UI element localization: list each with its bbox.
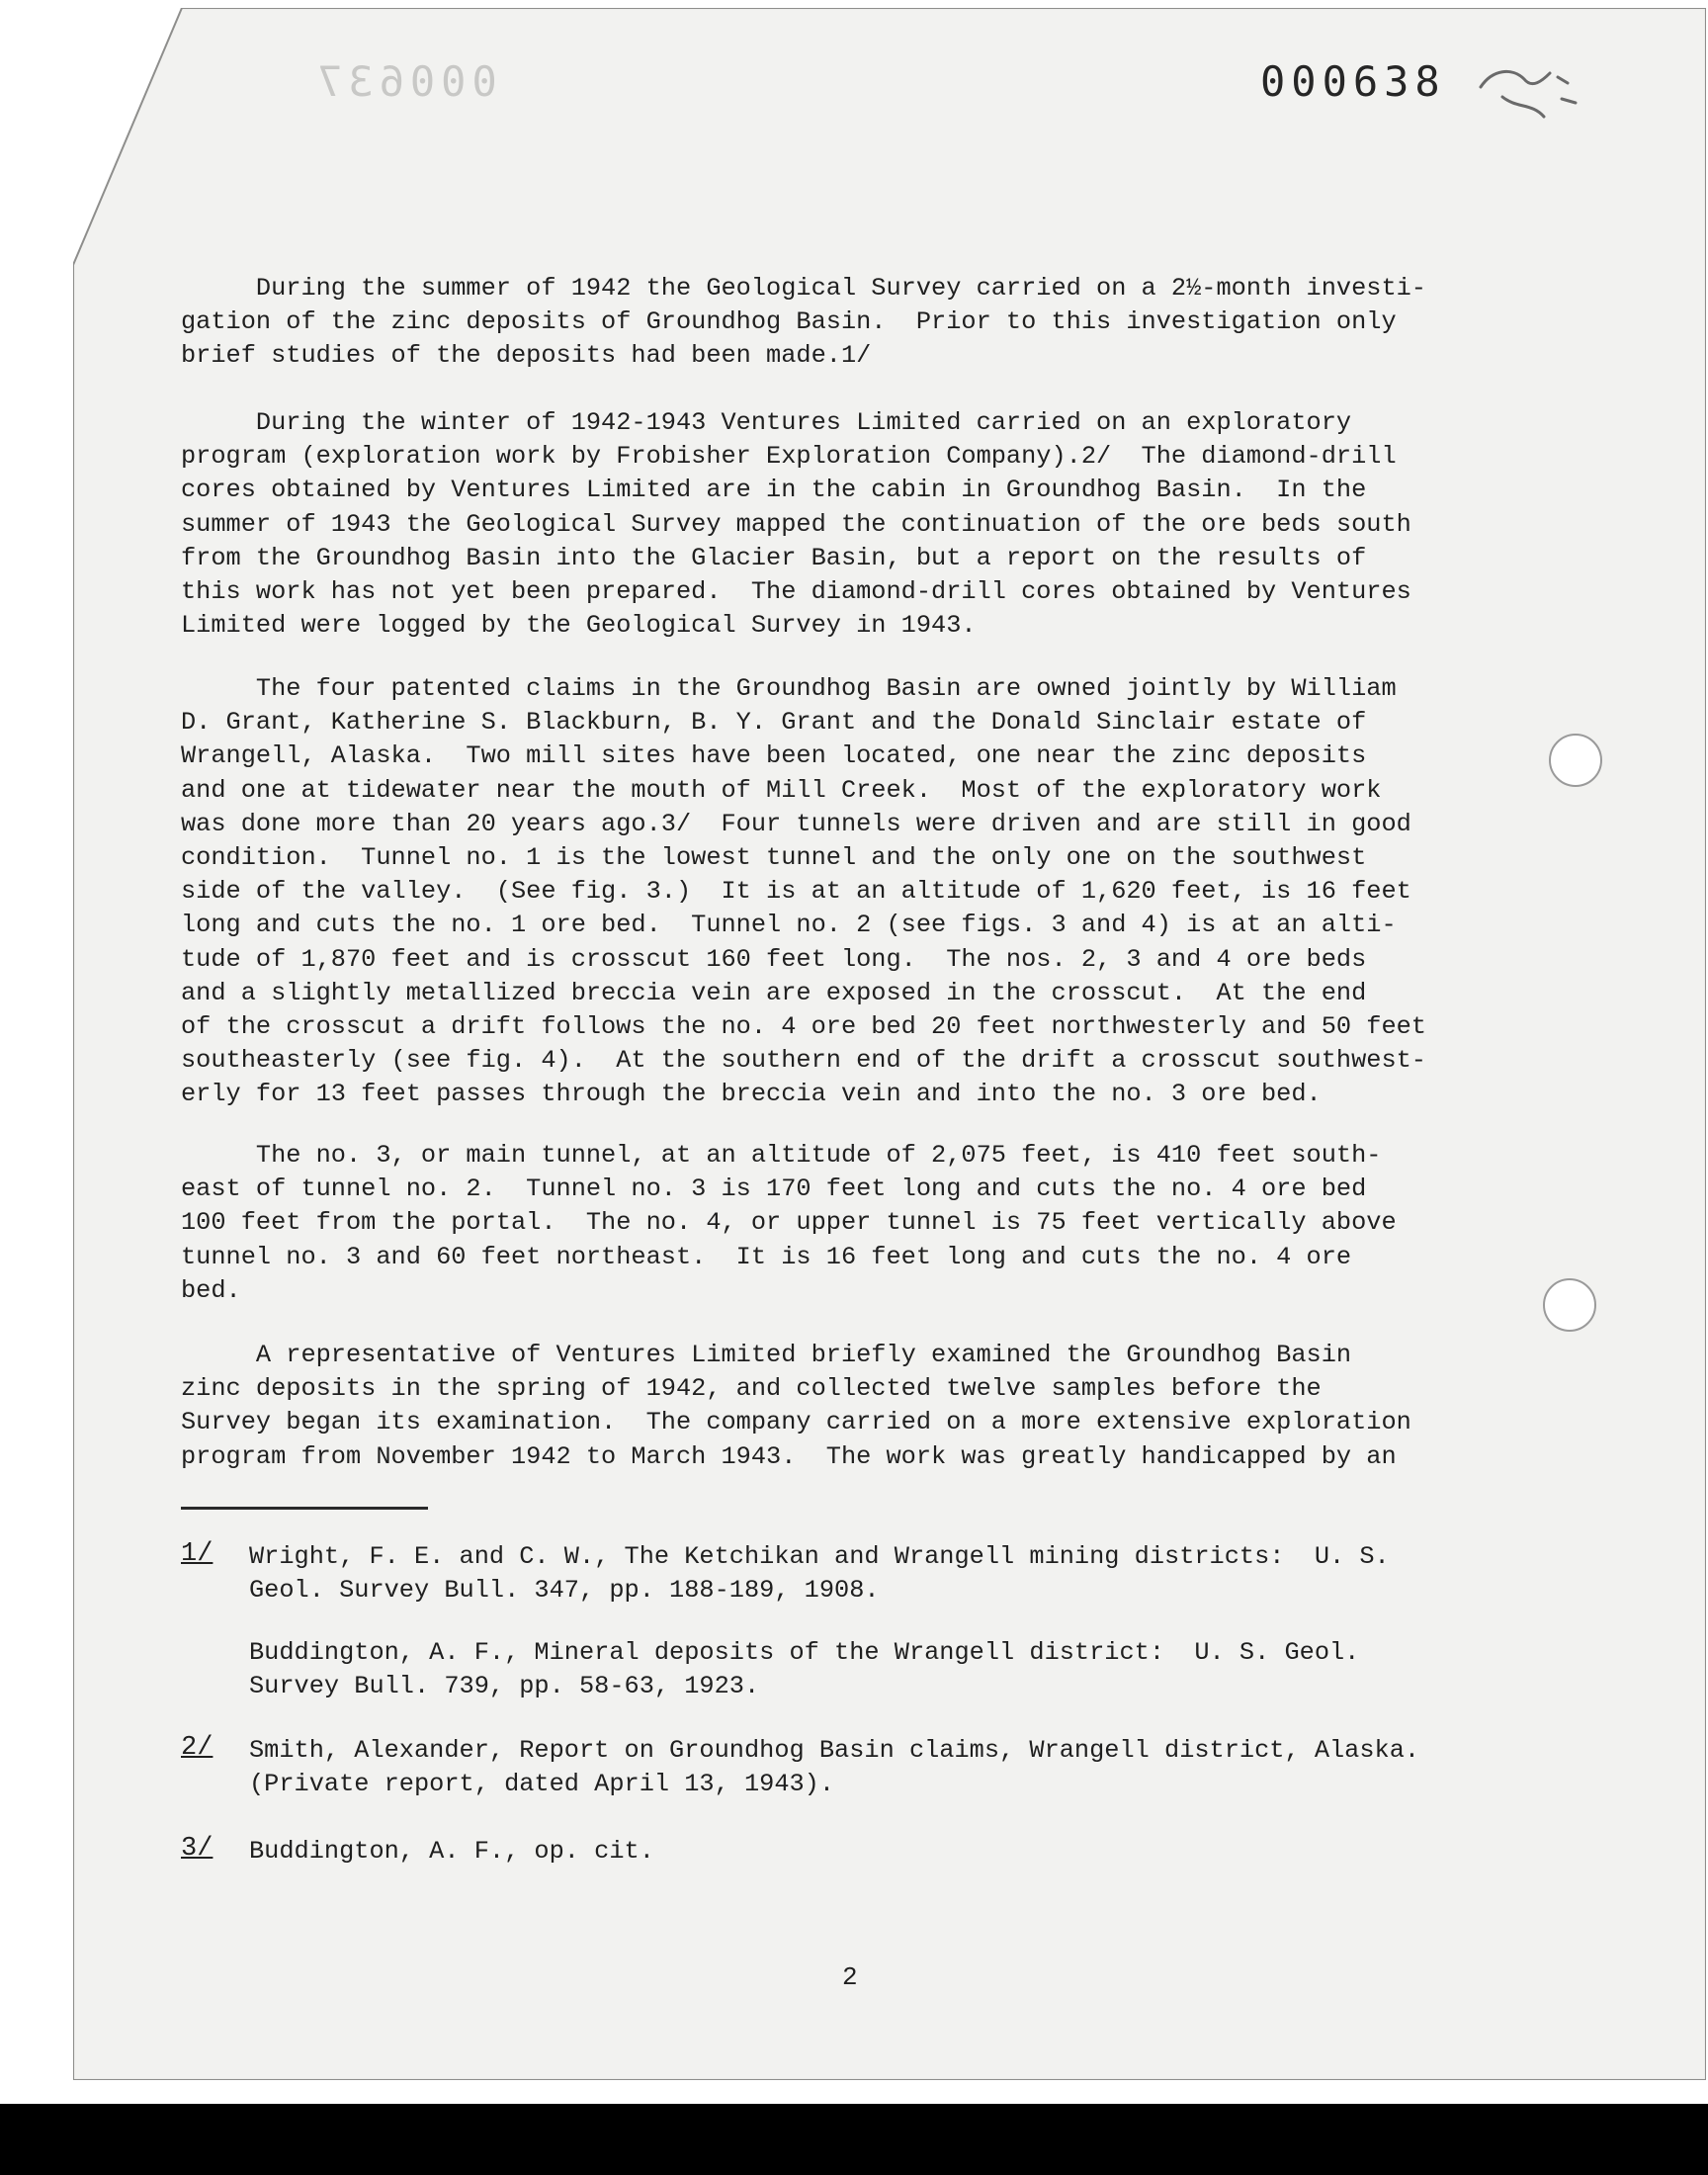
footnote-3-mark: 3/: [181, 1834, 214, 1864]
footnote-3-text: Buddington, A. F., op. cit.: [249, 1837, 654, 1866]
bleed-through-document-number: 000637: [311, 57, 497, 106]
ink-smudge-mark: [1473, 59, 1581, 129]
document-number: 000638: [1260, 57, 1446, 106]
footnote-2-text: Smith, Alexander, Report on Groundhog Basin claims, Wrangell district, Alaska. (Private report, dated April 13, 1943).: [249, 1736, 1420, 1799]
footnote-2-mark: 2/: [181, 1733, 214, 1763]
footnote-separator-rule: [181, 1507, 428, 1510]
footnote-1-text: Wright, F. E. and C. W., The Ketchikan and Wrangell mining districts: U. S. Geol. Survey Bull. 347, pp. 188-189, 1908.: [249, 1542, 1390, 1606]
footnote-1b-text: Buddington, A. F., Mineral deposits of the Wrangell district: U. S. Geol. Survey Bull. 739, pp. 58-63, 1923.: [249, 1638, 1360, 1701]
footnote-1-mark: 1/: [181, 1539, 214, 1569]
paragraph-4: The no. 3, or main tunnel, at an altitude of 2,075 feet, is 410 feet south- east of tunnel no. 2. Tunnel no. 3 is 170 feet long and cuts the no. 4 ore bed 100 feet from the portal. The no. 4, or upper tunnel is 75 feet vertically above tunnel no. 3 and 60 feet northeast. It is 16 feet long and cuts the no. 4 ore bed.: [181, 1141, 1397, 1305]
page-number: 2: [842, 1962, 858, 1992]
paragraph-2: During the winter of 1942-1943 Ventures Limited carried on an exploratory program (exploration work by Frobisher Exploration Company).2/ The diamond-drill cores obtained by Ventures Limited are in the cabin in Groundhog Basin. In the summer of 1943 the Geological Survey mapped the continuation of the ore beds south from the Groundhog Basin into the Glacier Basin, but a report on the results of this work has not yet been prepared. The diamond-drill cores obtained by Ventures Limited were logged by the Geological Survey in 1943.: [181, 408, 1411, 641]
paragraph-3: The four patented claims in the Groundhog Basin are owned jointly by William D. Grant, Katherine S. Blackburn, B. Y. Grant and the Donald Sinclair estate of Wrangell, Alaska. Two mill sites have been located, one near the zinc deposits and one at tidewater near the mouth of Mill Creek. Most of the exploratory work was done more than 20 years ago.3/ Four tunnels were driven and are still in good condition. Tunnel no. 1 is the lowest tunnel and the only one on the southwest side of the valley. (See fig. 3.) It is at an altitude of 1,620 feet, is 16 feet long and cuts the no. 1 ore bed. Tunnel no. 2 (see figs. 3 and 4) is at an alti- tude of 1,870 feet and is crosscut 160 feet long. The nos. 2, 3 and 4 ore beds and a slightly metallized breccia vein are exposed in the crosscut. At the end of the crosscut a drift follows the no. 4 ore bed 20 feet northwesterly and 50 feet southeasterly (see fig. 4). At the southern end of the drift a crosscut southwest- erly for 13 feet passes through the breccia vein and into the no. 3 ore bed.: [181, 674, 1426, 1109]
punch-hole-upper: [1549, 734, 1602, 787]
paragraph-1: During the summer of 1942 the Geological Survey carried on a 2½-month investi- gation of the zinc deposits of Groundhog Basin. Prior to this investigation only brief studies of the deposits had been made.1/: [181, 274, 1426, 371]
scanner-border-strip: [0, 2104, 1708, 2175]
punch-hole-lower: [1543, 1278, 1596, 1332]
paragraph-5: A representative of Ventures Limited briefly examined the Groundhog Basin zinc deposits in the spring of 1942, and collected twelve samples before the Survey began its examination. The company carried on a more extensive exploration program from November 1942 to March 1943. The work was greatly handicapped by an: [181, 1341, 1411, 1471]
